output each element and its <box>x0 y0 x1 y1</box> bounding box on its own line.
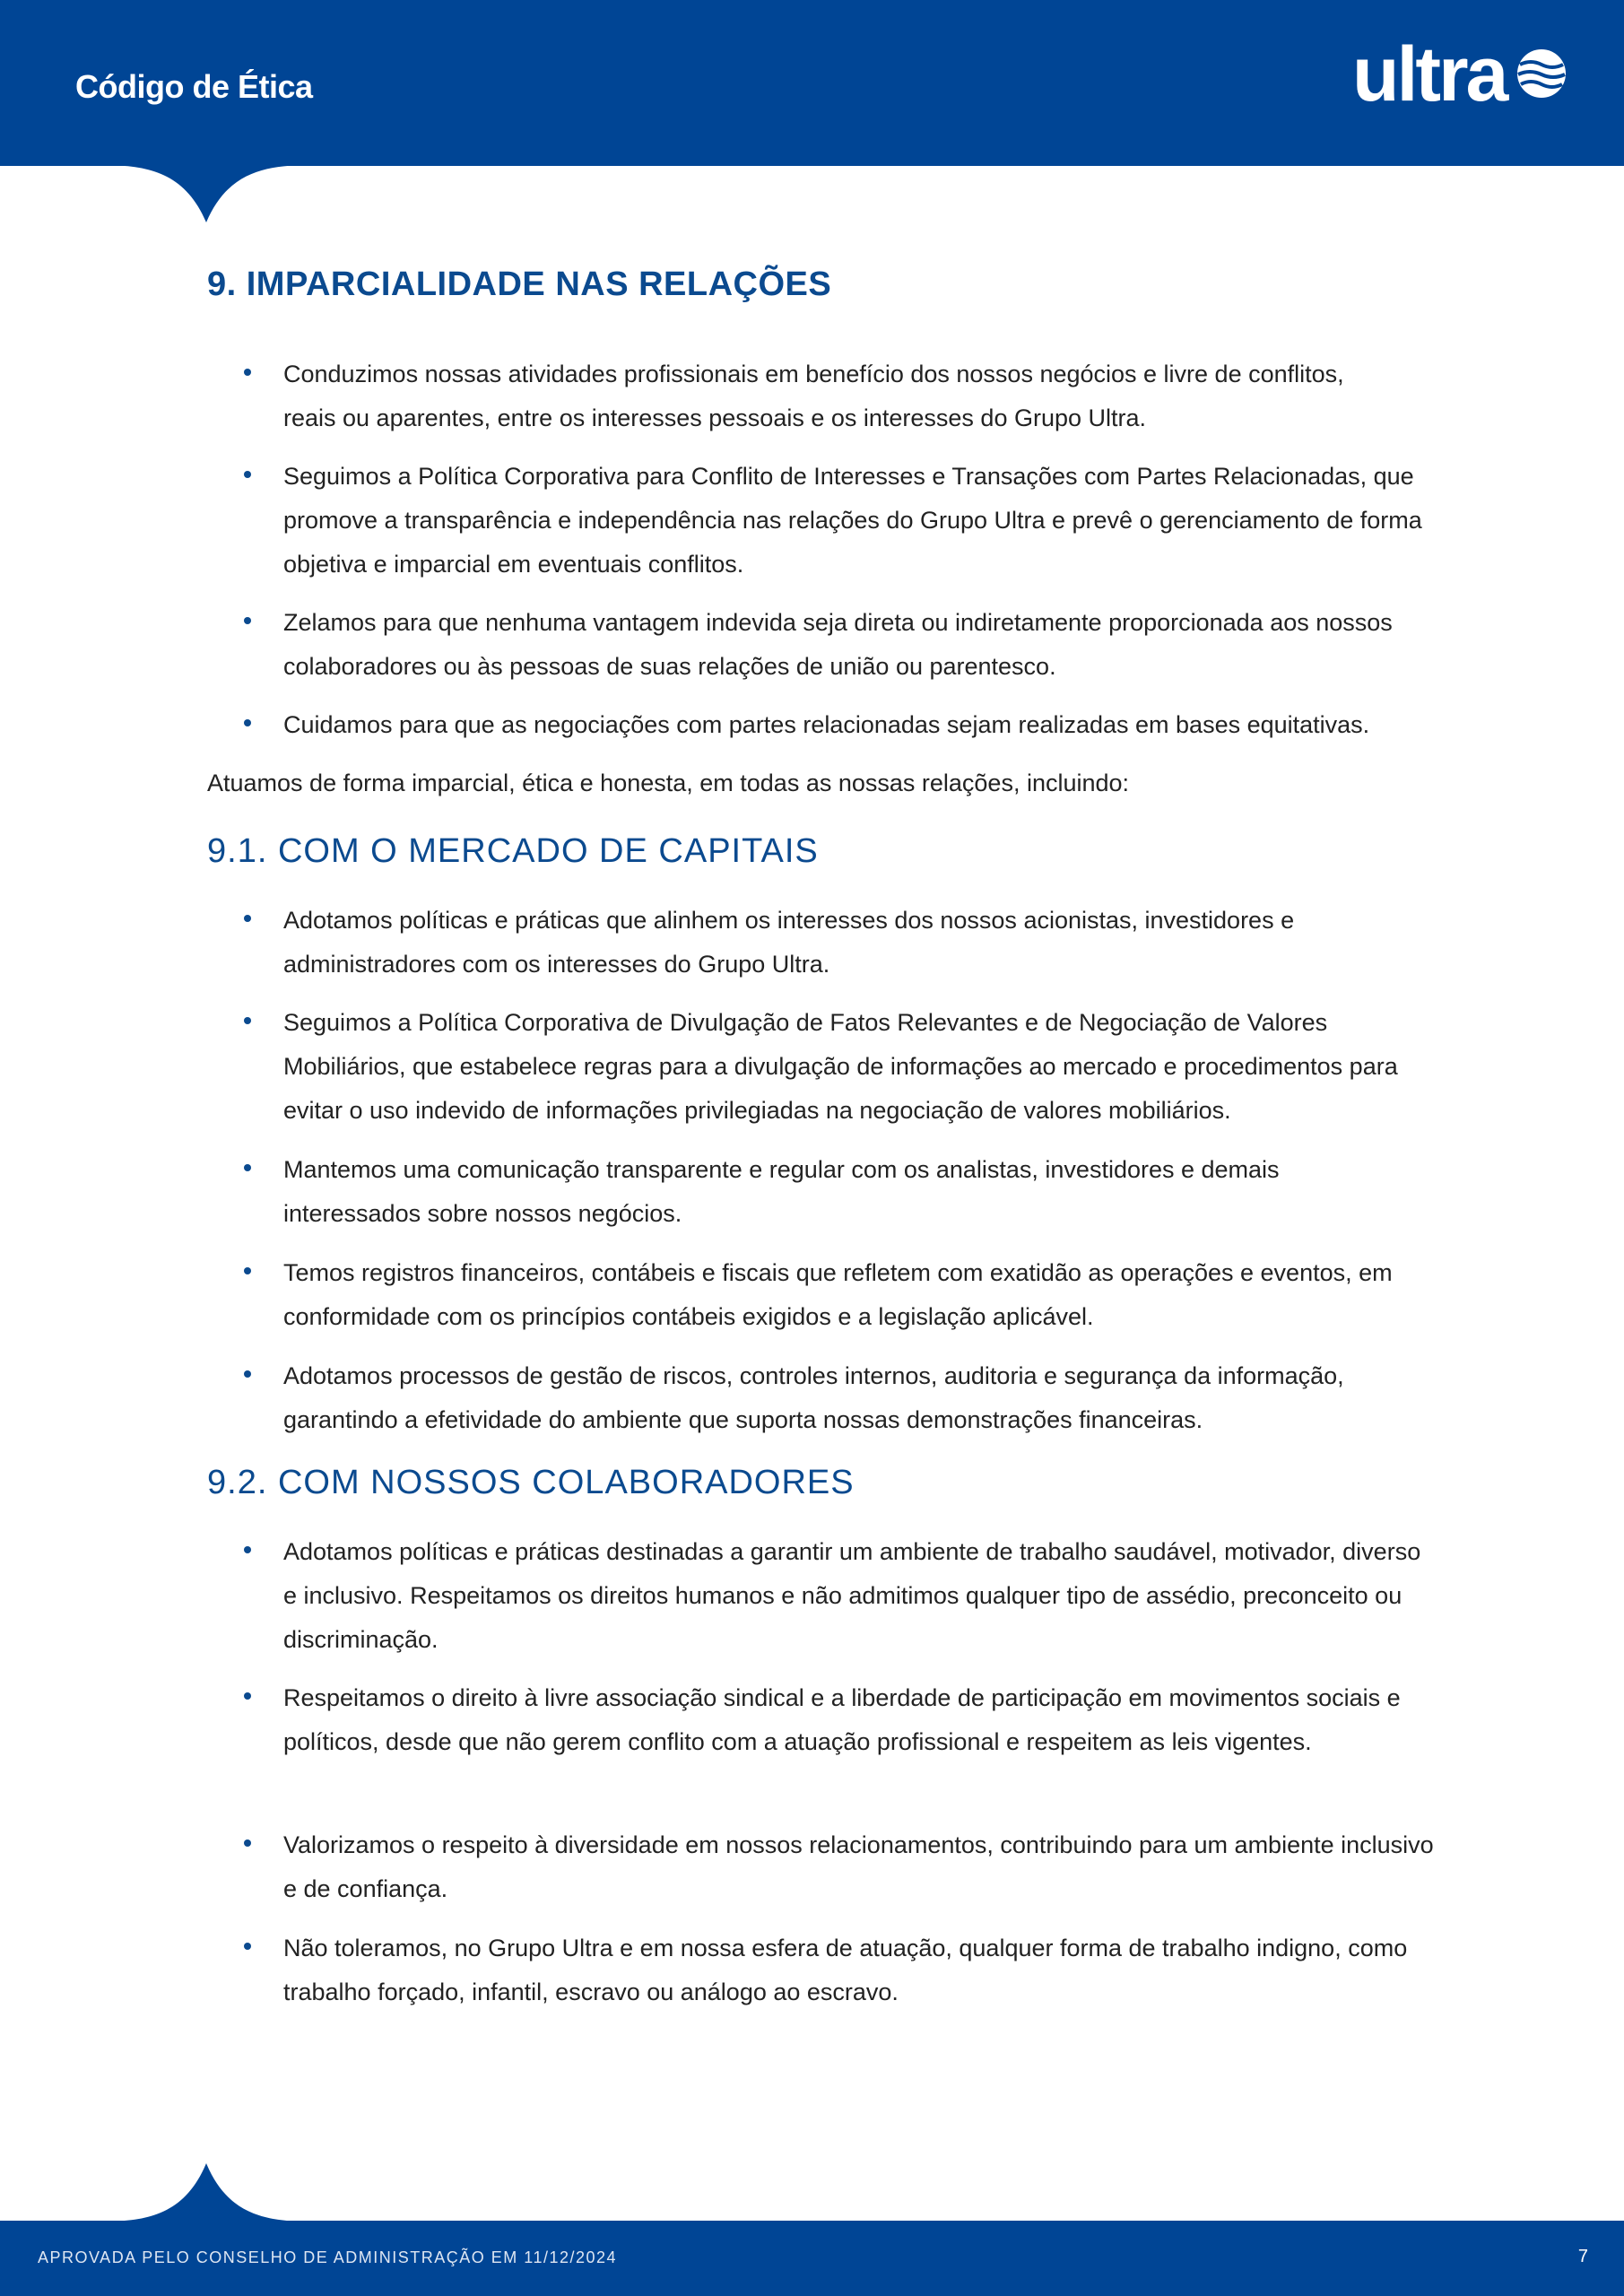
bullet-icon <box>244 915 251 922</box>
ultra-logo <box>1352 31 1568 124</box>
bullet-text: Seguimos a Política Corporativa para Conflito de Interesses e Transações com Partes Relacionadas, que promove a transparência e independência nas relações do Grupo Ultra e prevê o gerenciamento de forma objetiva e imparcial em eventuais conflitos. <box>283 463 1422 578</box>
bullet-icon <box>244 1370 251 1378</box>
list-item <box>242 601 1426 689</box>
bullet-text: Seguimos a Política Corporativa de Divulgação de Fatos Relevantes e de Negociação de Valores Mobiliários, que estabelece regras para a divulgação de informações ao mercado e procedimentos para evitar o uso indevido de informações privilegiadas na negociação de valores mobiliários. <box>283 1009 1398 1124</box>
subsection-title: 9.2. COM NOSSOS COLABORADORES <box>207 1464 855 1501</box>
list-item <box>242 1530 1426 1662</box>
document-title: Código de Ética <box>75 68 313 105</box>
bullet-text: Mantemos uma comunicação transparente e regular com os analistas, investidores e demais interessados sobre nossos negócios. <box>283 1156 1280 1227</box>
list-item <box>242 455 1426 587</box>
bullet-icon <box>244 1839 251 1847</box>
list-item <box>242 1926 1426 2014</box>
bullet-text: Temos registros financeiros, contábeis e fiscais que refletem com exatidão as operações e eventos, em conformidade com os princípios contábeis exigidos e a legislação aplicável. <box>283 1259 1393 1330</box>
bullet-icon <box>244 1546 251 1553</box>
bullet-text: Não toleramos, no Grupo Ultra e em nossa esfera de atuação, qualquer forma de trabalho indigno, como trabalho forçado, infantil, escravo ou análogo ao escravo. <box>283 1935 1408 2005</box>
header-wave-decoration <box>99 165 314 228</box>
list-item <box>242 1148 1426 1236</box>
bullet-icon <box>244 1017 251 1024</box>
list-item <box>242 1823 1434 1911</box>
approval-note: APROVADA PELO CONSELHO DE ADMINISTRAÇÃO EM 11/12/2024 <box>38 2248 618 2266</box>
subsection-title: 9.1. COM O MERCADO DE CAPITAIS <box>207 832 819 870</box>
bullet-text: Conduzimos nossas atividades profissionais em benefício dos nossos negócios e livre de conflitos, reais ou aparentes, entre os interesses pessoais e os interesses do Grupo Ultra. <box>283 361 1344 431</box>
bullet-text: Adotamos políticas e práticas destinadas a garantir um ambiente de trabalho saudável, motivador, diverso e inclusivo. Respeitamos os direitos humanos e não admitimos qualquer tipo de assédio, preconceito ou discriminação. <box>283 1538 1421 1653</box>
section-title: 9. IMPARCIALIDADE NAS RELAÇÕES <box>207 265 832 303</box>
logo-wordmark: ultra <box>1352 31 1507 117</box>
list-item <box>242 1001 1426 1133</box>
bullet-text: Respeitamos o direito à livre associação sindical e a liberdade de participação em movimentos sociais e políticos, desde que não gerem conflito com a atuação profissional e respeitem as leis vigentes. <box>283 1684 1401 1755</box>
bullet-text: Cuidamos para que as negociações com partes relacionadas sejam realizadas em bases equitativas. <box>283 711 1370 738</box>
list-item <box>242 1676 1426 1764</box>
list-item <box>242 1251 1426 1339</box>
bullet-text: Adotamos processos de gestão de riscos, controles internos, auditoria e segurança da informação, garantindo a efetividade do ambiente que suporta nossas demonstrações financeiras. <box>283 1362 1344 1433</box>
bullet-text: Adotamos políticas e práticas que alinhem os interesses dos nossos acionistas, investidores e administradores com os interesses do Grupo Ultra. <box>283 907 1295 978</box>
wave-logo-icon <box>1516 48 1567 99</box>
bullet-text: Zelamos para que nenhuma vantagem indevida seja direta ou indiretamente proporcionada aos nossos colaboradores ou às pessoas de suas relações de união ou parentesco. <box>283 609 1393 680</box>
list-item <box>242 899 1426 987</box>
bullet-icon <box>244 1943 251 1950</box>
bullet-icon <box>244 471 251 478</box>
list-item <box>242 1354 1426 1442</box>
bullet-icon <box>244 719 251 726</box>
intro-paragraph: Atuamos de forma imparcial, ética e honesta, em todas as nossas relações, incluindo: <box>207 770 1130 796</box>
bullet-icon <box>244 1267 251 1274</box>
bullet-text: Valorizamos o respeito à diversidade em nossos relacionamentos, contribuindo para um ambiente inclusivo e de confiança. <box>283 1831 1434 1902</box>
list-item <box>242 352 1426 440</box>
bullet-icon <box>244 617 251 624</box>
footer-wave-decoration <box>99 2158 314 2222</box>
list-item <box>242 703 1426 747</box>
page-number: 7 <box>1577 2247 1588 2266</box>
bullet-icon <box>244 369 251 376</box>
bullet-icon <box>244 1692 251 1700</box>
bullet-icon <box>244 1164 251 1171</box>
